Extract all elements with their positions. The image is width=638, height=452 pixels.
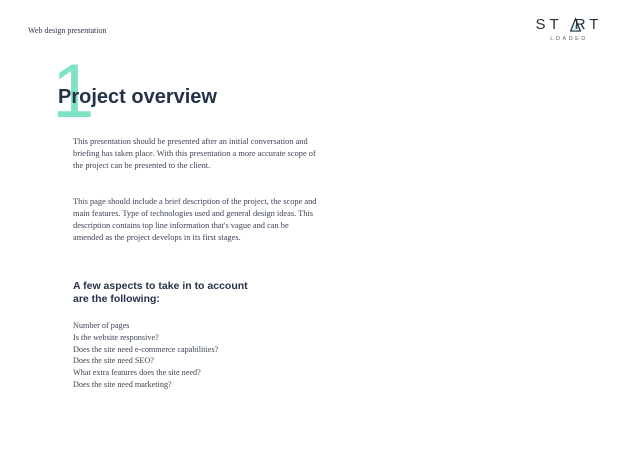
- section-title: Project overview: [58, 86, 217, 108]
- list-item: Does the site need SEO?: [73, 356, 154, 366]
- description-paragraph: This page should include a brief description of the project, the scope and main features. Type of technologies used and general design ideas. This description contains top line information that's vague and can be amended as the project develops in its first stages.: [73, 197, 317, 243]
- aspects-list: [73, 320, 218, 391]
- logo-subtitle: LOADED: [550, 36, 588, 42]
- list-item: Is the website responsive?: [73, 332, 159, 342]
- document-header-title: Web design presentation: [28, 26, 107, 35]
- section-number: 1: [52, 49, 95, 134]
- list-item: Does the site need marketing?: [73, 379, 172, 389]
- aspects-heading: A few aspects to take in to account are the following:: [73, 280, 248, 305]
- list-item: Does the site need e-commerce capabilities?: [73, 344, 219, 354]
- start-loaded-logo: [534, 17, 604, 47]
- intro-paragraph: This presentation should be presented after an initial conversation and briefing has taken place. With this presentation a more accurate scope of the project can be presented to the client.: [73, 137, 316, 171]
- list-item: What extra features does the site need?: [73, 368, 201, 378]
- logo-word-left: ST: [535, 16, 563, 33]
- list-item: Number of pages: [73, 321, 130, 330]
- logo-wordmark: [534, 17, 604, 33]
- triangle-icon: [570, 18, 581, 32]
- logo-word-right: RT: [574, 16, 603, 33]
